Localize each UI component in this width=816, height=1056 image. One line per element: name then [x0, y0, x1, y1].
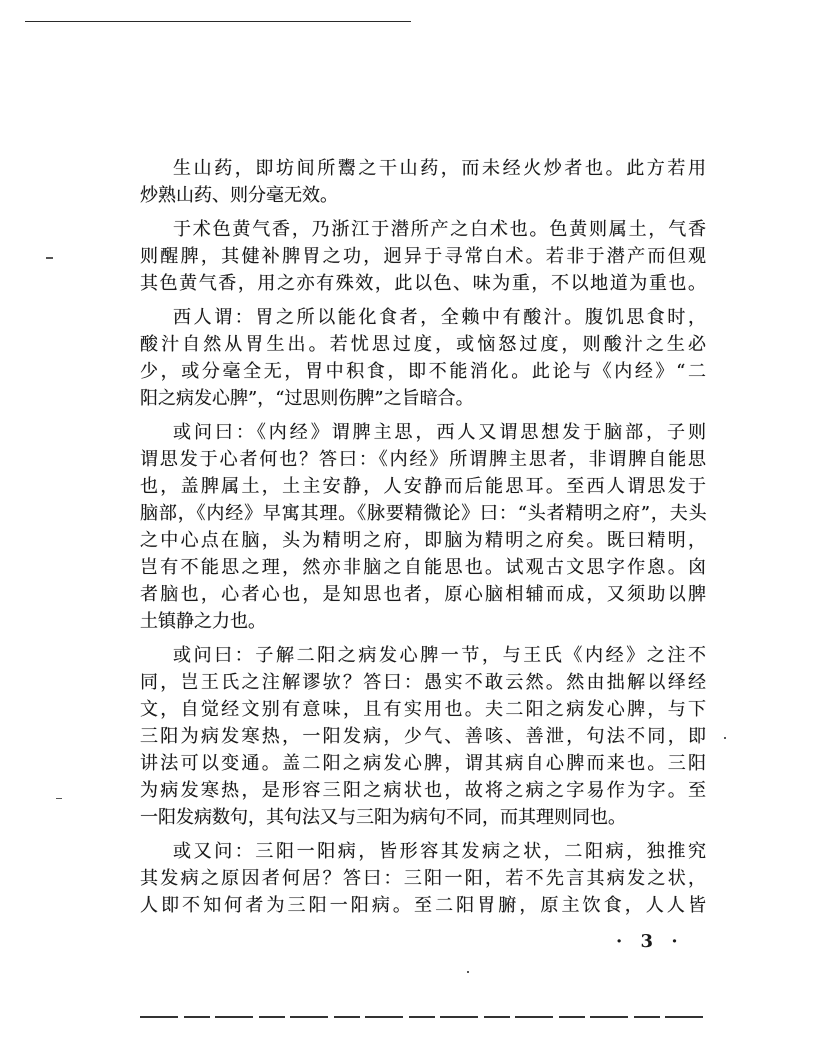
- text-line: 少，或分毫全无，胃中积食，即不能消化。此论与《内经》“二: [140, 361, 706, 382]
- text-line: 讲法可以变通。盖二阳之病发心脾，谓其病自心脾而来也。三阳: [140, 753, 706, 774]
- text-line: 或问曰：子解二阳之病发心脾一节，与王氏《内经》之注不: [173, 645, 706, 666]
- text-line: 其色黄气香，用之亦有殊效，此以色、味为重，不以地道为重也。: [140, 273, 706, 294]
- footer-rule: [140, 1016, 706, 1018]
- paragraph: [140, 304, 706, 412]
- header-rule: [25, 21, 411, 22]
- text-line: 或问曰：《内经》谓脾主思，西人又谓思想发于脑部，子则: [173, 422, 706, 443]
- text-line: 者脑也，心者心也，是知思也者，原心脑相辅而成，又须助以脾: [140, 584, 706, 605]
- paragraph: [140, 642, 706, 831]
- scan-speck: [46, 257, 53, 259]
- text-line: 土镇静之力也。: [140, 611, 266, 632]
- scan-speck: [724, 737, 726, 739]
- page-number: · 3 ·: [616, 931, 684, 952]
- scan-speck: [56, 798, 62, 799]
- text-line: 岂有不能思之理，然亦非脑之自能思也。试观古文思字作恖。囟: [140, 557, 706, 578]
- text-line: 西人谓：胃之所以能化食者，全赖中有酸汁。腹饥思食时，: [173, 307, 706, 328]
- text-line: 三阳为病发寒热，一阳发病，少气、善咳、善泄，句法不同，即: [140, 726, 706, 747]
- body-text: [140, 155, 706, 919]
- text-line: 其发病之原因者何居？答曰：三阳一阳，若不先言其病发之状，: [140, 868, 706, 889]
- text-line: 脑部，《内经》早寓其理。《脉要精微论》曰：“头者精明之府”，夫头: [140, 503, 706, 524]
- text-line: 炒熟山药、则分毫无效。: [140, 185, 338, 206]
- text-line: 文，自觉经文别有意味，且有实用也。夫二阳之病发心脾，与下: [140, 699, 706, 720]
- text-line: 阳之病发心脾”，“过思则伤脾”之旨暗合。: [140, 388, 474, 409]
- text-line: 同，岂王氏之注解谬欤？答曰：愚实不敢云然。然由拙解以绎经: [140, 672, 706, 693]
- text-line: 于术色黄气香，乃浙江于潜所产之白术也。色黄则属土，气香: [173, 219, 706, 240]
- text-line: 一阳发病数句，其句法又与三阳为病句不同，而其理则同也。: [140, 807, 626, 828]
- paragraph: [140, 838, 706, 919]
- text-line: 也，盖脾属土，土主安静，人安静而后能思耳。至西人谓思发于: [140, 476, 706, 497]
- paragraph: [140, 216, 706, 297]
- text-line: 人即不知何者为三阳一阳病。至二阳胃腑，原主饮食，人人皆: [140, 895, 706, 916]
- text-line: 为病发寒热，是形容三阳之病状也，故将之病之字易作为字。至: [140, 780, 706, 801]
- text-line: 生山药，即坊间所鬻之干山药，而未经火炒者也。此方若用: [173, 158, 706, 179]
- text-line: 之中心点在脑，头为精明之府，即脑为精明之府矣。既曰精明，: [140, 530, 706, 551]
- paragraph: [140, 155, 706, 209]
- text-line: 谓思发于心者何也？答曰：《内经》所谓脾主思者，非谓脾自能思: [140, 449, 706, 470]
- text-line: 或又问：三阳一阳病，皆形容其发病之状，二阳病，独推究: [173, 841, 706, 862]
- scan-speck: [467, 971, 469, 973]
- text-line: 则醒脾，其健补脾胃之功，迥异于寻常白术。若非于潜产而但观: [140, 246, 706, 267]
- text-line: 酸汁自然从胃生出。若忧思过度，或恼怒过度，则酸汁之生必: [140, 334, 706, 355]
- paragraph: [140, 419, 706, 635]
